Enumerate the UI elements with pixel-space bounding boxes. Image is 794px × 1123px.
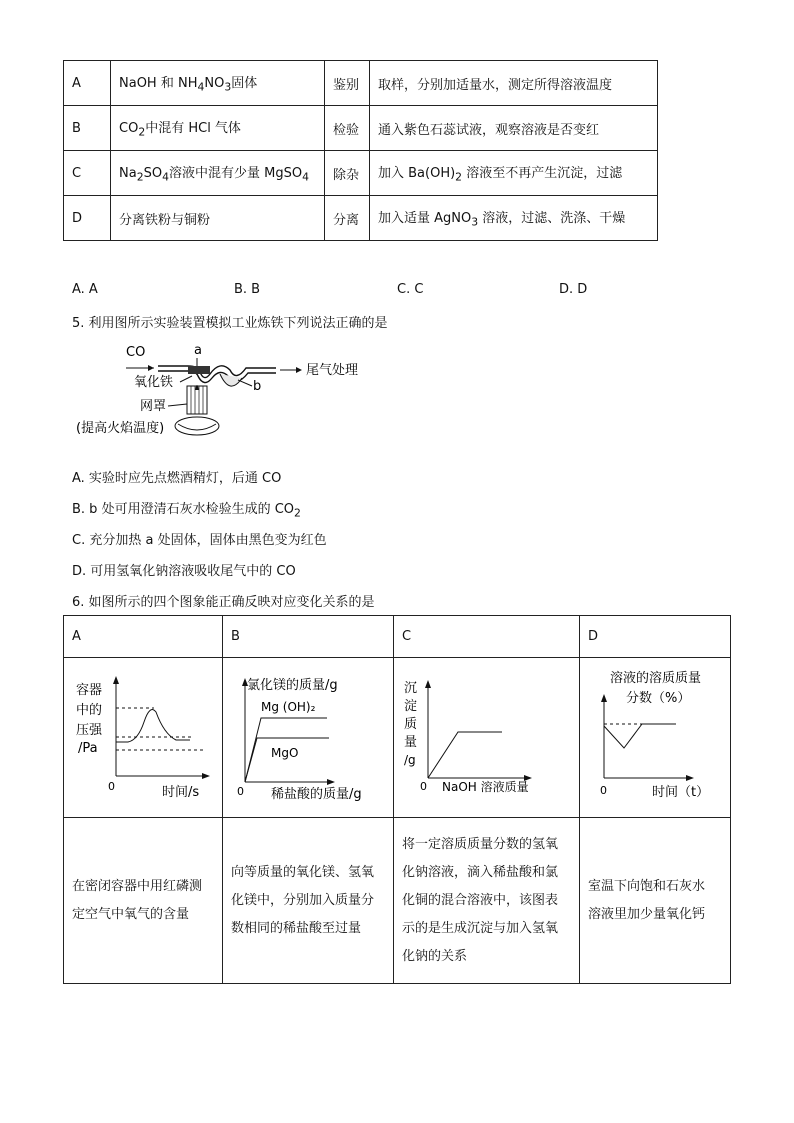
q4-option-a: A. A [72, 282, 98, 297]
header-b: B [223, 616, 394, 658]
lamp-base [178, 424, 216, 430]
graph-b-line2 [245, 738, 329, 782]
graph-cell-d [580, 658, 731, 818]
q5-option-d: D. 可用氢氧化钠溶液吸收尾气中的 CO [72, 564, 296, 579]
graph-table [63, 615, 731, 984]
q5-option-b: B. b 处可用澄清石灰水检验生成的 $CO_2$ [72, 502, 301, 520]
net-mesh [191, 386, 203, 414]
description-b: 向等质量的氧化镁、氢氧 化镁中，分别加入质量分 数相同的稀盐酸至过量 [223, 818, 394, 984]
net-pointer [168, 404, 187, 406]
description-a: 在密闭容器中用红磷测 定空气中氧气的含量 [64, 818, 223, 984]
row-method: 加入 $Ba(OH)_2$ 溶液至不再产生沉淀，过滤 [370, 151, 658, 196]
graph-d-curve [604, 724, 676, 748]
graph-cell-c [394, 658, 580, 818]
graph-b [223, 658, 393, 813]
row-letter: C [64, 151, 111, 196]
graph-a-ylabel-2: 中的 [76, 703, 103, 718]
graph-c-ylabel-1: 沉 [404, 681, 418, 696]
table-row [64, 106, 658, 151]
header-d: D [580, 616, 731, 658]
row-item: $Na_2SO_4$溶液中混有少量 MgSO$_4$ [111, 151, 325, 196]
co-arrowhead [148, 365, 154, 371]
graph-a-ylabel-3: 压强 [76, 723, 103, 738]
graph-d-ylabel-2: 分数（%） [626, 691, 691, 706]
graph-a-ylabel-1: 容器 [76, 683, 103, 698]
graph-a-y-arrowhead [113, 676, 119, 684]
q4-option-b: B. B [234, 282, 261, 297]
graph-d-ylabel-1: 溶液的溶质质量 [610, 671, 702, 686]
graph-d-xlabel: 时间（t） [652, 785, 710, 800]
row-letter: D [64, 196, 111, 241]
tail-arrowhead [296, 367, 302, 373]
graph-a-origin: 0 [108, 780, 115, 793]
net-cover [187, 386, 207, 414]
iron-oxide-pointer [180, 376, 192, 382]
header-c: C [394, 616, 580, 658]
tail-gas-label: 尾气处理 [306, 363, 359, 378]
graph-c [394, 658, 579, 813]
graph-a-x-arrowhead [202, 773, 210, 779]
graph-d-origin: 0 [600, 784, 607, 797]
graph-a-xlabel: 时间/s [162, 785, 200, 800]
iron-oxide-sample [188, 366, 210, 374]
iron-oxide-label: 氧化铁 [134, 375, 174, 390]
graph-row [64, 658, 731, 818]
graph-cell-b [223, 658, 394, 818]
graph-c-ylabel-3: 质 [404, 717, 418, 732]
graph-a [64, 658, 222, 813]
row-action: 分离 [325, 196, 370, 241]
graph-b-ylabel: 氯化镁的质量/g [247, 678, 338, 693]
graph-c-ylabel-5: /g [404, 753, 416, 767]
graph-c-origin: 0 [420, 780, 427, 793]
row-item: $CO_2$中混有 HCl 气体 [111, 106, 325, 151]
reagent-table [63, 60, 658, 241]
b-pointer [238, 380, 252, 386]
graph-b-x-arrowhead [327, 779, 335, 785]
a-label: a [194, 343, 202, 358]
row-method: 加入适量 AgNO$_3$ 溶液，过滤、洗涤、干燥 [370, 196, 658, 241]
row-method: 取样，分别加适量水，测定所得溶液温度 [370, 61, 658, 106]
description-row [64, 818, 731, 984]
description-d: 室温下向饱和石灰水 溶液里加少量氧化钙 [580, 818, 731, 984]
graph-c-ylabel-2: 淀 [404, 699, 418, 714]
q6-stem: 6. 如图所示的四个图象能正确反映对应变化关系的是 [72, 595, 375, 610]
graph-b-origin: 0 [237, 785, 244, 798]
graph-cell-a [64, 658, 223, 818]
table-row [64, 196, 658, 241]
graph-c-y-arrowhead [425, 680, 431, 688]
graph-c-xlabel: NaOH 溶液质量 [442, 780, 529, 794]
row-item: NaOH 和 $NH_4NO_3$固体 [111, 61, 325, 106]
row-method: 通入紫色石蕊试液，观察溶液是否变红 [370, 106, 658, 151]
description-c: 将一定溶质质量分数的氢氧 化钠溶液，滴入稀盐酸和氯 化铜的混合溶液中，该图表 示的是生成沉淀与加入氢氧 化钠的关系 [394, 818, 580, 984]
graph-d-x-arrowhead [686, 775, 694, 781]
row-action: 除杂 [325, 151, 370, 196]
row-item: 分离铁粉与铜粉 [111, 196, 325, 241]
graph-c-ylabel-4: 量 [404, 735, 418, 750]
graph-a-ylabel-4: /Pa [78, 741, 98, 756]
q4-option-c: C. C [397, 282, 424, 297]
q4-option-d: D. D [559, 282, 588, 297]
table-row [64, 151, 658, 196]
header-a: A [64, 616, 223, 658]
graph-b-line2-label: MgO [271, 746, 299, 760]
row-action: 检验 [325, 106, 370, 151]
graph-b-xlabel: 稀盐酸的质量/g [271, 787, 362, 802]
graph-b-line1-label: Mg (OH)₂ [261, 700, 316, 714]
graph-c-curve [428, 732, 502, 778]
graph-d-y-arrowhead [601, 694, 607, 702]
q5-option-c: C. 充分加热 a 处固体，固体由黑色变为红色 [72, 533, 327, 548]
q5-apparatus-figure [70, 338, 390, 440]
q5-stem: 5. 利用图所示实验装置模拟工业炼铁下列说法正确的是 [72, 316, 388, 331]
co-label: CO [126, 345, 146, 360]
graph-d [580, 658, 730, 813]
net-note: (提高火焰温度) [76, 421, 165, 436]
table-row [64, 61, 658, 106]
b-label: b [253, 379, 262, 394]
row-action: 鉴别 [325, 61, 370, 106]
q5-option-a: A. 实验时应先点燃酒精灯，后通 CO [72, 471, 282, 486]
graph-header-row [64, 616, 731, 658]
row-letter: B [64, 106, 111, 151]
row-letter: A [64, 61, 111, 106]
net-label: 网罩 [140, 399, 167, 414]
